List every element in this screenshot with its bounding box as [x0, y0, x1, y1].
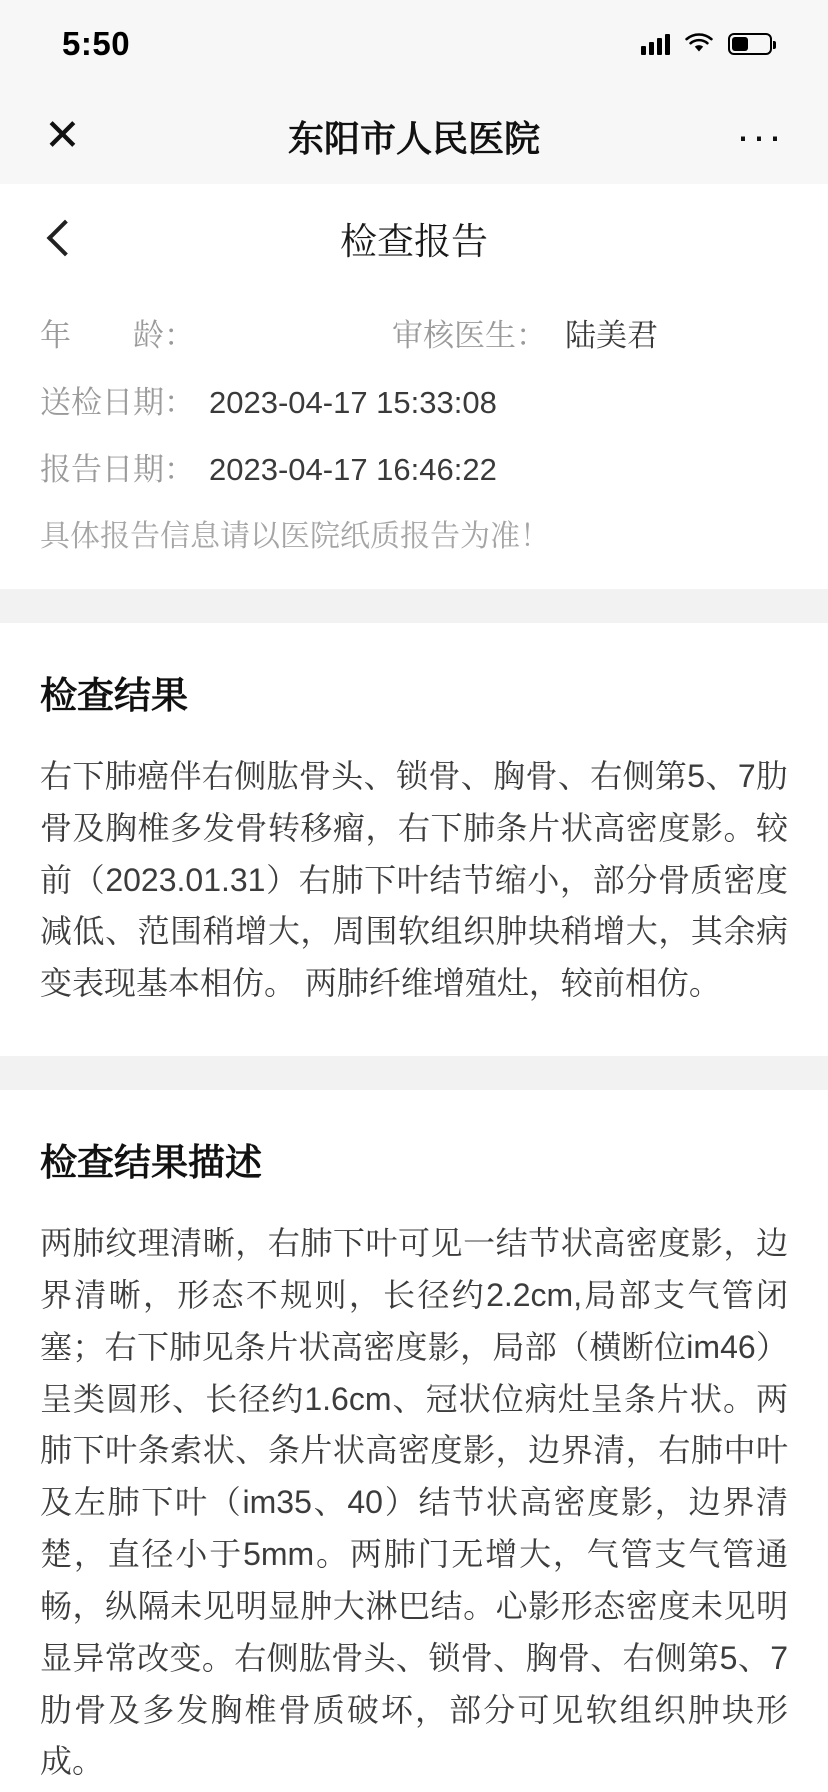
- wifi-icon: [684, 33, 714, 55]
- report-date-label: 报告日期：: [40, 452, 195, 487]
- status-icons: [641, 33, 772, 55]
- reviewer-value: 陆美君: [565, 318, 658, 353]
- age-label: 年 龄：: [40, 318, 195, 353]
- report-disclaimer: 具体报告信息请以医院纸质报告为准！: [40, 520, 550, 553]
- section-divider: [0, 589, 828, 623]
- submit-date-value: 2023-04-17 15:33:08: [209, 385, 497, 420]
- close-icon[interactable]: ✕: [44, 111, 81, 160]
- more-options-icon[interactable]: ···: [736, 112, 784, 160]
- meta-row: [40, 377, 788, 422]
- meta-row: [40, 310, 788, 355]
- exam-description-title: 检查结果描述: [40, 1142, 262, 1184]
- status-bar: [0, 0, 828, 88]
- status-time: 5:50: [62, 25, 131, 62]
- exam-result-body: 右下肺癌伴右侧肱骨头、锁骨、胸骨、右侧第5、7肋骨及胸椎多发骨转移瘤，右下肺条片状高密度影。较前（2023.01.31）右肺下叶结节缩小，部分骨质密度减低、范围稍增大，周围软组织肿块稍增大，其余病变表现基本相仿。 两肺纤维增殖灶，较前相仿。: [40, 758, 788, 1002]
- section-divider: [0, 1056, 828, 1090]
- reviewer-label: 审核医生：: [392, 318, 547, 353]
- chevron-left-icon[interactable]: [40, 218, 80, 258]
- mini-program-nav-bar: [0, 88, 828, 184]
- exam-result-section: [0, 623, 828, 1056]
- report-meta: [0, 292, 828, 589]
- exam-description-body: 两肺纹理清晰，右肺下叶可见一结节状高密度影，边界清晰，形态不规则，长径约2.2cm,局部支气管闭塞；右下肺见条片状高密度影，局部（横断位im46）呈类圆形、长径约1.6cm、冠状位病灶呈条片状。两肺下叶条索状、条片状高密度影，边界清，右肺中叶及左肺下叶（im35、40）结节状高密度影，边界清楚，直径小于5mm。两肺门无增大，气管支气管通畅，纵隔未见明显肿大淋巴结。心影形态密度未见明显异常改变。右侧肱骨头、锁骨、胸骨、右侧第5、7肋骨及多发胸椎骨质破坏，部分可见软组织肿块形成。: [40, 1225, 788, 1780]
- battery-icon: [728, 33, 772, 55]
- submit-date-label: 送检日期：: [40, 385, 195, 420]
- report-date-value: 2023-04-17 16:46:22: [209, 452, 497, 487]
- page-title: 检查报告: [340, 221, 488, 262]
- page-header: [0, 184, 828, 292]
- exam-description-section: [0, 1090, 828, 1792]
- exam-result-title: 检查结果: [40, 675, 188, 716]
- meta-row: [40, 444, 788, 489]
- app-title: 东阳市人民医院: [287, 117, 540, 159]
- cellular-signal-icon: [641, 33, 670, 55]
